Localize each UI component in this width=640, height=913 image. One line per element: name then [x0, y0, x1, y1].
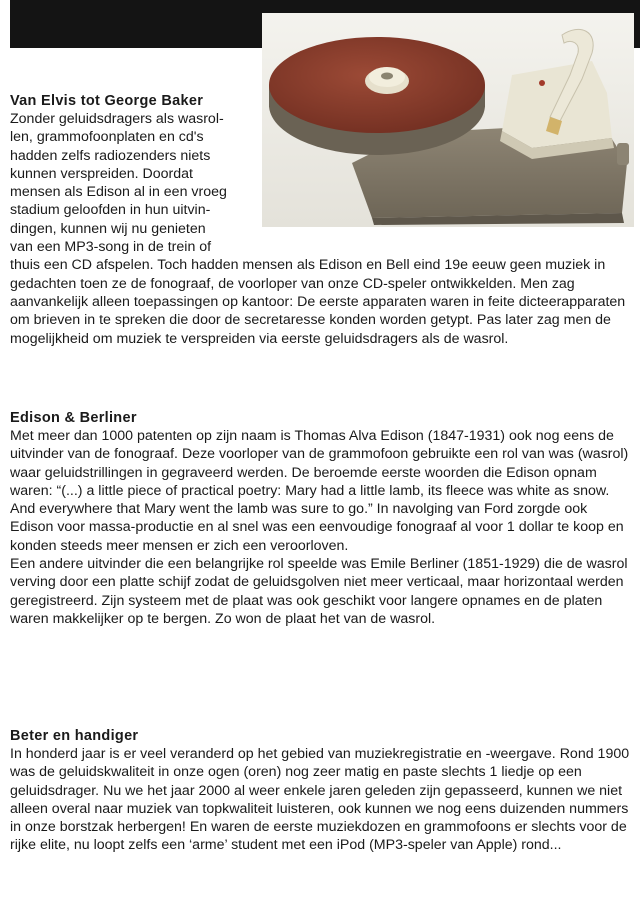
- narrow-text-block: [10, 110, 258, 256]
- paragraph: In honderd jaar is er veel veranderd op het gebied van muziekregistratie en -weergave. Rond 1900 was de geluidskwaliteit in onze ogen (oren) nog zeer matig en paste slechts 1 liedje op een geluidsdrager. Nu we het jaar 2000 al weer enkele jaren geleden zijn gepasseerd, kunnen we niet alleen overal naar muziek van topkwaliteit luisteren, ook kunnen we nog eens duizenden nummers in onze borstzak herbergen! En waren de eerste muziekdozen en grammofoons er slechts voor de rijke elite, nu loopt zelfs een ‘arme’ student met een iPod (MP3-speler van Apple) rond...: [10, 746, 630, 854]
- text-line: Zonder geluidsdragers als wasrol-: [10, 111, 224, 127]
- text-line: dingen, kunnen wij nu genieten: [10, 220, 206, 237]
- text-line: stadium geloofden in hun uitvin-: [10, 202, 211, 219]
- paragraph: Een andere uitvinder die een belangrijke rol speelde was Emile Berliner (1851-1929) die de wasrol verving door een platte schijf zodat de geluidsgolven niet meer verticaal, maar horizontaal werden geregistreerd. Zijn systeem met de plaat was ook geschikt voor langere opnames en de platen waren makkelijker op te bergen. Zo won de plaat het van de wasrol.: [10, 556, 628, 627]
- text-line: hadden zelfs radiozenders niets: [10, 147, 211, 164]
- section-heading: Edison & Berliner: [10, 410, 137, 426]
- section-heading: Van Elvis tot George Baker: [10, 93, 204, 109]
- text-line: van een MP3-song in de trein of: [10, 239, 212, 256]
- text-line: len, grammofoonplaten en cd's: [10, 129, 204, 146]
- text-line: mensen als Edison al in een vroeg: [10, 184, 227, 201]
- paragraph: thuis een CD afspelen. Toch hadden mensen als Edison en Bell eind 19e eeuw geen muziek in gedachten toen ze de fonograaf, de voorloper van onze CD-speler ontwikkelden. Men zag aanvankelijk alleen toepassingen op kantoor: De eerste apparaten waren in feite dicteerapparaten om brieven in te spreken die door de secretaresse konden worden getypt. Pas later zag men de mogelijkheid om muziek te verspreiden via eerste geluidsdragers als de wasrol.: [10, 257, 626, 347]
- section-beter-handiger: [10, 727, 630, 855]
- section-heading: Beter en handiger: [10, 728, 139, 744]
- section-edison-berliner: [10, 409, 630, 628]
- section-van-elvis: [10, 92, 630, 348]
- text-line: kunnen verspreiden. Doordat: [10, 165, 193, 182]
- paragraph: Met meer dan 1000 patenten op zijn naam is Thomas Alva Edison (1847-1931) ook nog eens de uitvinder van de fonograaf. Deze voorloper van de grammofoon gebruikte een rol van was (wasrol) waar geluidstrillingen in gegraveerd werden. De beroemde eerste woorden die Edison opnam waren: “(...) a little piece of practical poetry: Mary had a little lamb, its fleece was white as snow. And everywhere that Mary went the lamb was sure to go.” In navolging van Ford zorgde ook Edison voor massa-productie en al snel was een eenvoudige fonograaf al voor 1 dollar te koop en konden steeds meer mensen er zich een veroorloven.: [10, 428, 629, 554]
